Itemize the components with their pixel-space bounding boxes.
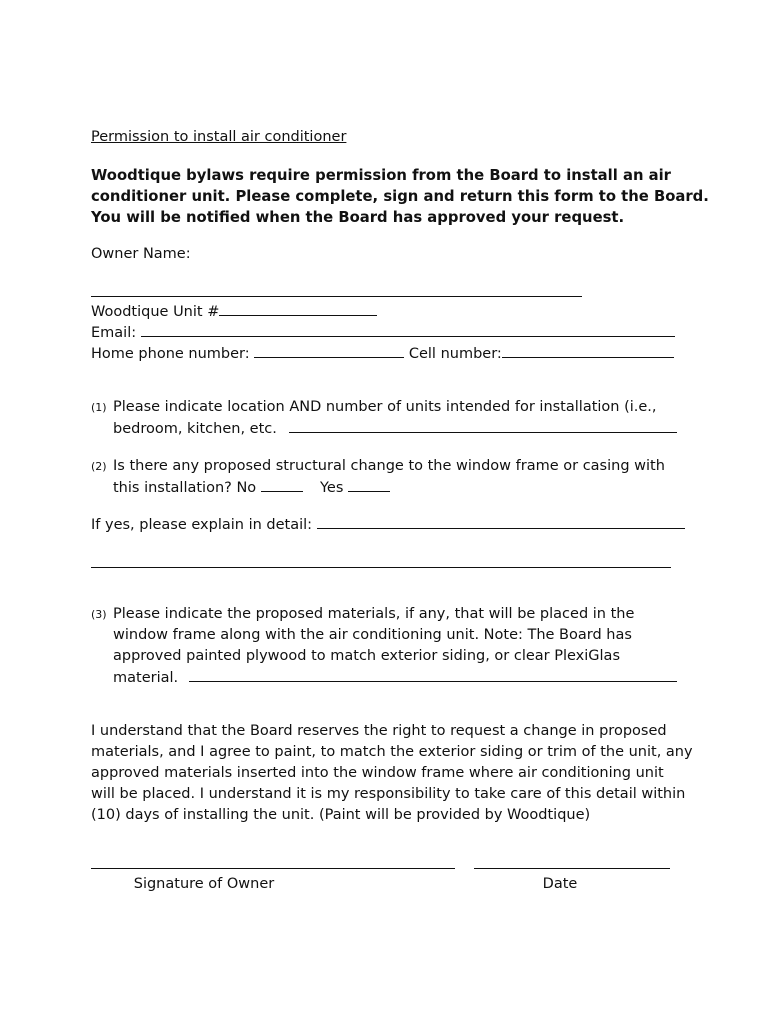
q2-yes-label: Yes — [319, 480, 344, 496]
q2-text-1: Is there any proposed structural change to the window frame or casing with — [113, 458, 665, 474]
owner-name-field[interactable] — [91, 296, 582, 297]
intro-line-2: conditioner unit. Please complete, sign and return this form to the Board. — [91, 188, 709, 205]
phone-row — [91, 343, 674, 365]
q1-text-1: Please indicate location AND number of units intended for installation (i.e., — [113, 399, 657, 415]
intro-line-3: You will be notified when the Board has approved your request. — [91, 209, 625, 226]
explain-row — [91, 514, 685, 536]
unit-field[interactable] — [219, 301, 377, 316]
unit-row — [91, 301, 377, 323]
q3-line-1 — [91, 604, 634, 625]
explain-label: If yes, please explain in detail: — [91, 517, 313, 533]
home-phone-label: Home phone number: — [91, 346, 250, 362]
q2-text-2: this installation? — [113, 480, 232, 496]
signature-label: Signature of Owner — [133, 876, 275, 892]
agreement-line-1: I understand that the Board reserves the right to request a change in proposed — [91, 723, 667, 739]
email-label: Email: — [91, 325, 137, 341]
cell-label: Cell number: — [408, 346, 502, 362]
q3-answer-field[interactable] — [189, 667, 677, 682]
q2-no-label: No — [236, 480, 257, 496]
q3-text-1: Please indicate the proposed materials, if any, that will be placed in the — [113, 606, 635, 622]
q2-yes-field[interactable] — [348, 477, 390, 492]
q3-line-4 — [113, 667, 677, 689]
agreement-line-3: approved materials inserted into the window frame where air conditioning unit — [91, 765, 664, 781]
date-field[interactable] — [474, 868, 670, 869]
q2-no-field[interactable] — [261, 477, 303, 492]
form-title: Permission to install air conditioner — [91, 129, 347, 145]
signature-field[interactable] — [91, 868, 455, 869]
date-label: Date — [542, 876, 578, 892]
explain-field-line-2[interactable] — [91, 567, 671, 568]
intro-line-1: Woodtique bylaws require permission from the Board to install an air — [91, 167, 671, 184]
owner-name-label: Owner Name: — [91, 246, 191, 262]
agreement-line-2: materials, and I agree to paint, to match the exterior siding or trim of the unit, any — [91, 744, 693, 760]
q3-number: (3) — [91, 608, 107, 621]
q3-text-2: window frame along with the air conditioning unit. Note: The Board has — [113, 627, 632, 643]
q2-number: (2) — [91, 460, 107, 473]
email-row — [91, 322, 675, 344]
q1-answer-field[interactable] — [289, 418, 677, 433]
cell-field[interactable] — [502, 343, 674, 358]
agreement-line-4: will be placed. I understand it is my responsibility to take care of this detail within — [91, 786, 686, 802]
explain-field[interactable] — [317, 514, 685, 529]
home-phone-field[interactable] — [254, 343, 404, 358]
email-field[interactable] — [141, 322, 675, 337]
q1-number: (1) — [91, 401, 107, 414]
q3-text-4: material. — [113, 670, 179, 686]
q1-text-2: bedroom, kitchen, etc. — [113, 421, 277, 437]
q1-line-1 — [91, 397, 657, 418]
q2-line-1 — [91, 456, 665, 477]
q2-line-2 — [113, 477, 390, 499]
unit-label: Woodtique Unit # — [91, 304, 220, 320]
q3-text-3: approved painted plywood to match exterior siding, or clear PlexiGlas — [113, 648, 620, 664]
q1-line-2 — [113, 418, 677, 440]
agreement-line-5: (10) days of installing the unit. (Paint will be provided by Woodtique) — [91, 807, 591, 823]
